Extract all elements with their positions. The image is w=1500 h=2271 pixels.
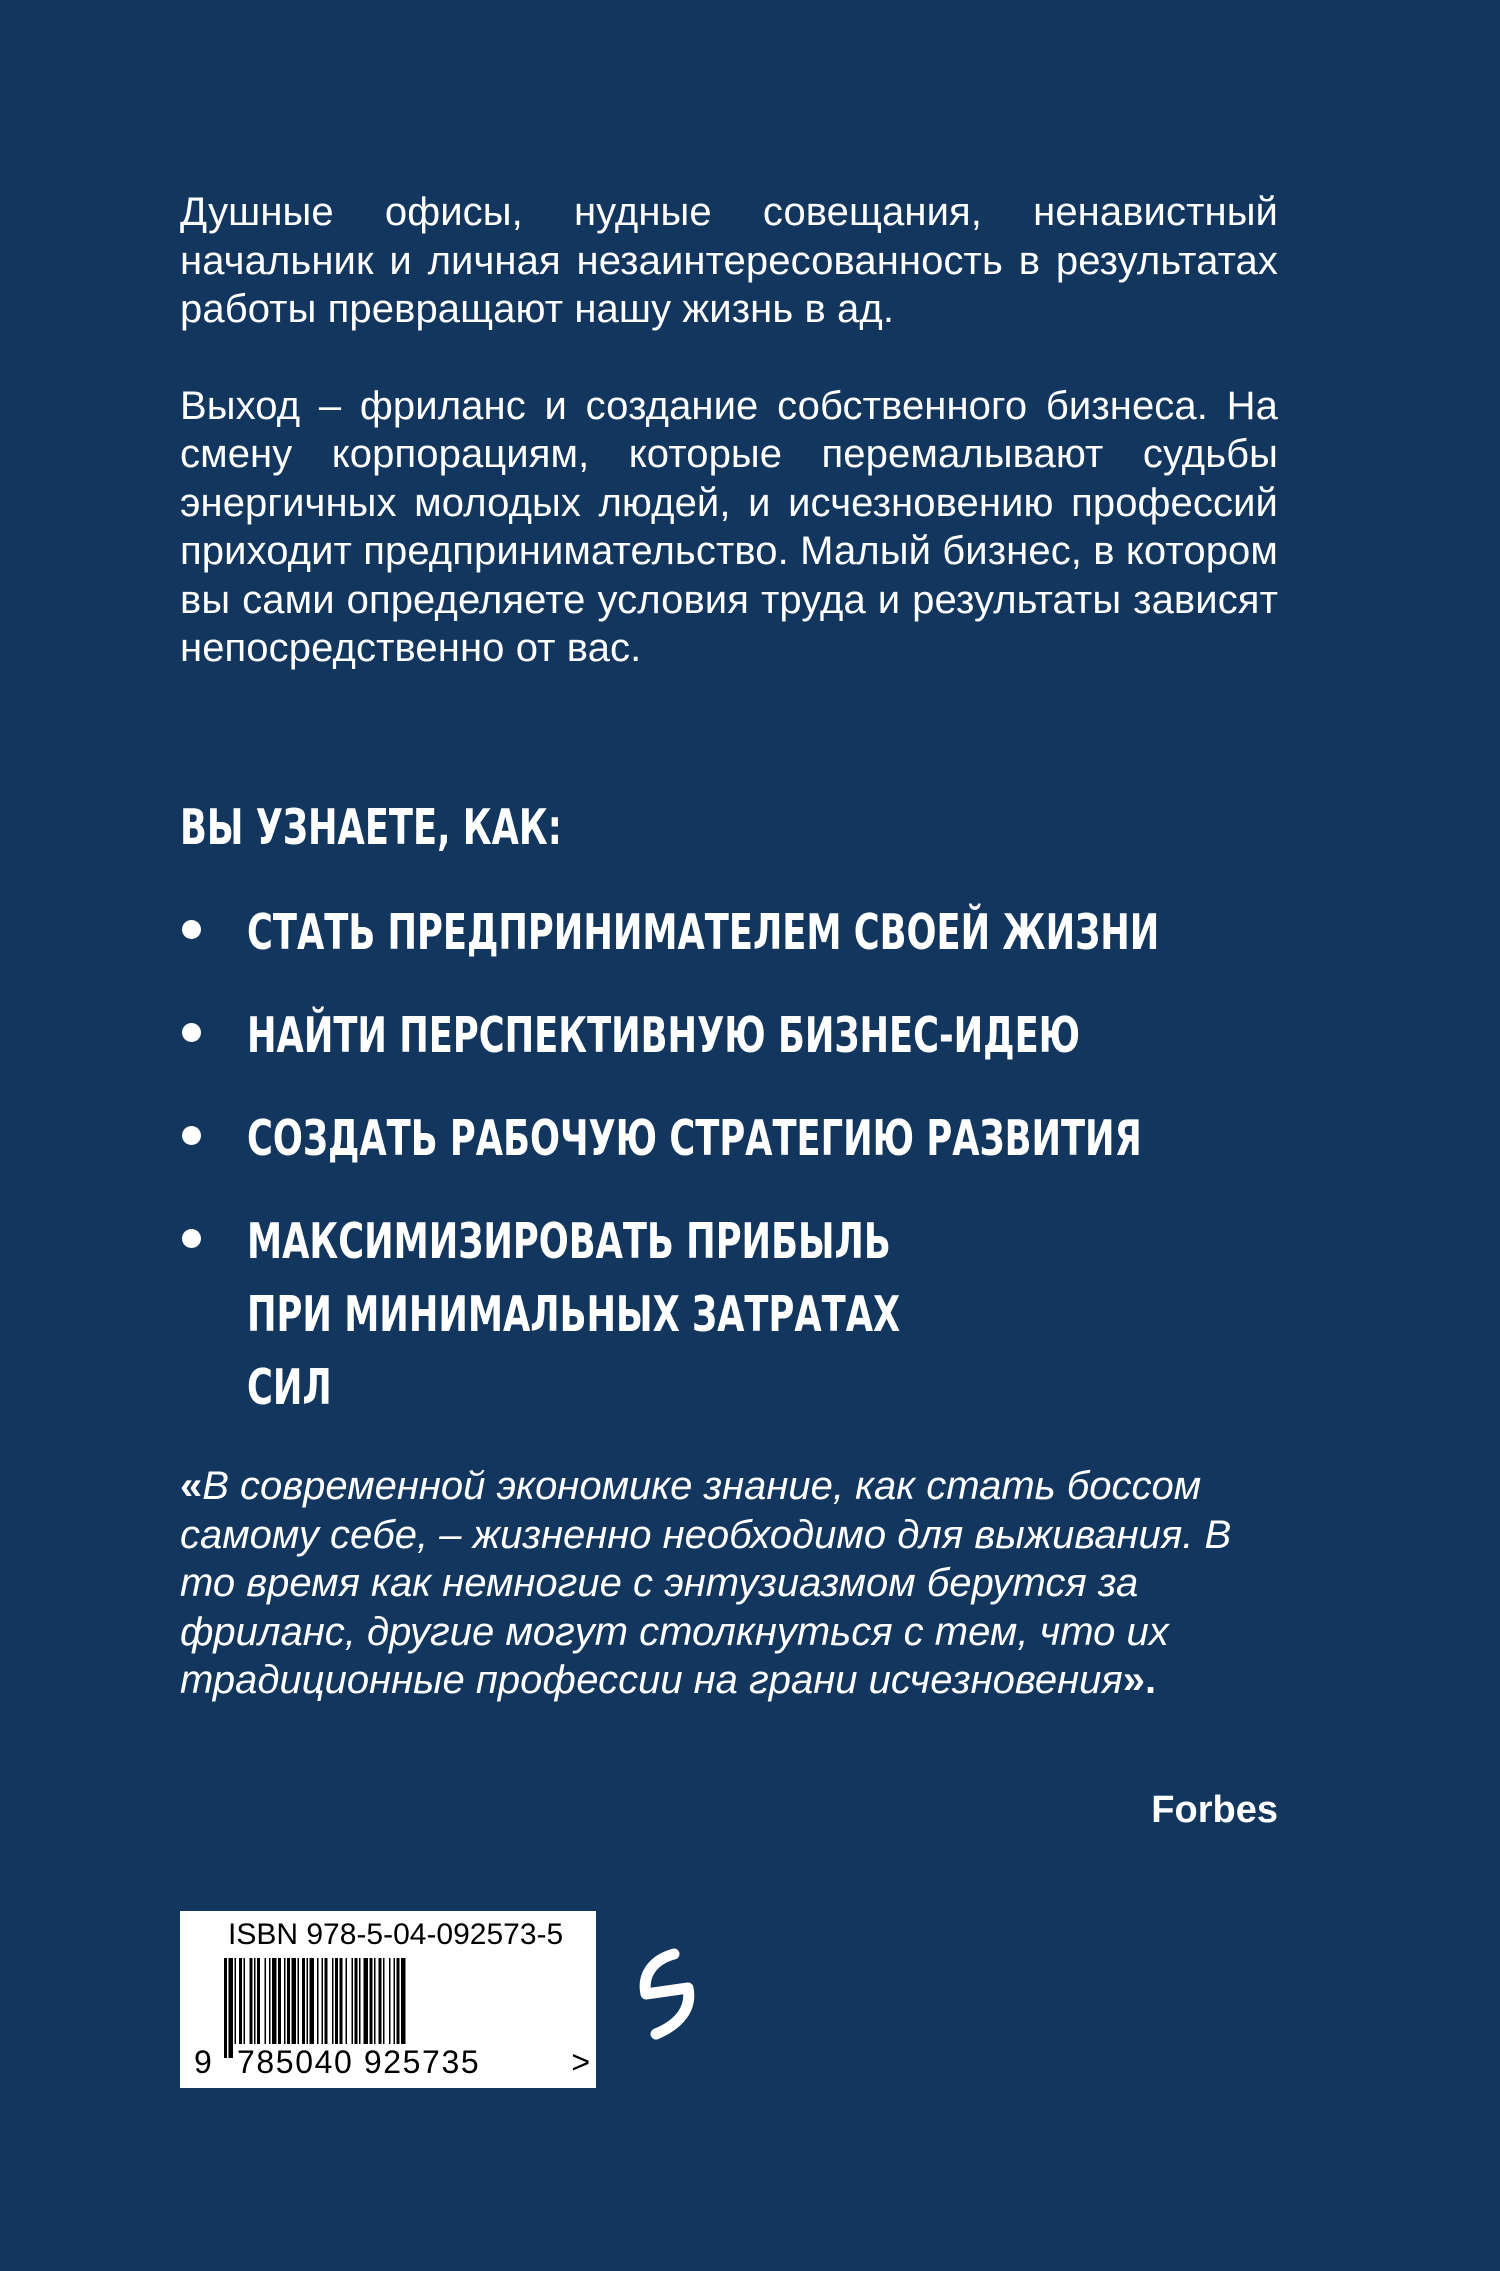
list-item — [180, 1205, 1330, 1424]
quote — [180, 1462, 1278, 1705]
barcode-bar — [235, 1958, 237, 2044]
barcode-bar — [239, 1958, 242, 2044]
barcode-bar — [394, 1958, 396, 2044]
barcode-bar — [310, 1958, 315, 2044]
barcode — [180, 1911, 596, 2088]
barcode-bar — [298, 1958, 300, 2044]
list-item — [180, 896, 1330, 969]
bullet-icon — [182, 1229, 201, 1248]
barcode-bar — [364, 1958, 369, 2044]
barcode-bar — [332, 1958, 334, 2044]
list-item-text: НАЙТИ ПЕРСПЕКТИВНУЮ БИЗНЕС-ИДЕЮ — [247, 1007, 1081, 1064]
bullet-icon — [182, 1023, 201, 1042]
benefits-list — [180, 896, 1330, 1454]
barcode-bar — [355, 1958, 358, 2044]
barcode-bar — [370, 1958, 373, 2044]
barcode-bar — [335, 1958, 338, 2044]
quote-close-mark: ». — [1122, 1658, 1157, 1702]
barcode-bar — [397, 1958, 400, 2044]
quote-open-mark: « — [180, 1464, 203, 1508]
barcode-bar — [224, 1958, 227, 2058]
barcode-bar — [250, 1958, 253, 2044]
list-item-text: МАКСИМИЗИРОВАТЬ ПРИБЫЛЬ ПРИ МИНИМАЛЬНЫХ ЗАТРАТАХ СИЛ — [247, 1213, 901, 1416]
list-item — [180, 999, 1330, 1072]
quote-text: В современной экономике знание, как стать боссом самому себе, – жизненно необходимо для выживания. В то время как немногие с энтузиазмом берутся за фриланс, другие могут столкнуться с тем, что их традиционные профессии на грани исчезновения — [180, 1464, 1232, 1702]
barcode-bar — [269, 1958, 271, 2044]
intro-paragraph-2: Выход – фриланс и создание собственного бизнеса. На смену корпорациям, которые перемалывают судьбы энергичных молодых людей, и исчезновению профессий приходит предпринимательство. Малый бизнес, в котором вы сами определяете условия труда и результаты зависят непосредственно от вас. — [180, 383, 1278, 670]
barcode-bar — [302, 1958, 305, 2044]
quote-attribution: Forbes — [1151, 1789, 1278, 1831]
barcode-bar — [401, 1958, 406, 2058]
barcode-bar — [229, 1958, 234, 2058]
isbn-label: ISBN 978-5-04-092573-5 — [228, 1918, 564, 1951]
list-item-text: СОЗДАТЬ РАБОЧУЮ СТРАТЕГИЮ РАЗВИТИЯ — [247, 1110, 1142, 1167]
barcode-bar — [322, 1958, 324, 2044]
barcode-bar — [244, 1958, 246, 2044]
barcode-digits: 785040 925735 — [237, 2044, 481, 2080]
barcode-bars — [224, 1958, 564, 2058]
barcode-bar — [346, 1958, 348, 2044]
intro-text — [180, 188, 1278, 673]
barcode-bar — [352, 1958, 354, 2044]
barcode-bar — [359, 1958, 361, 2044]
barcode-bar — [265, 1958, 267, 2044]
barcode-bar — [379, 1958, 382, 2044]
barcode-bar — [292, 1958, 297, 2044]
eksmo-logo-icon — [634, 1946, 700, 2046]
barcode-bar — [307, 1958, 309, 2044]
barcode-bar — [340, 1958, 343, 2044]
barcode-bar — [254, 1958, 256, 2044]
section-heading: ВЫ УЗНАЕТЕ, КАК: — [180, 799, 562, 856]
bullet-icon — [182, 1126, 201, 1145]
barcode-bar — [287, 1958, 290, 2044]
barcode-bar — [374, 1958, 376, 2044]
barcode-bar — [284, 1958, 286, 2044]
barcode-bar — [317, 1958, 319, 2058]
barcode-arrow: > — [571, 2044, 590, 2080]
list-item — [180, 1102, 1330, 1175]
barcode-bar — [257, 1958, 260, 2044]
barcode-bar — [278, 1958, 281, 2044]
bullet-icon — [182, 920, 201, 939]
barcode-bar — [272, 1958, 277, 2044]
barcode-first-digit: 9 — [194, 2044, 212, 2080]
list-item-text: СТАТЬ ПРЕДПРИНИМАТЕЛЕМ СВОЕЙ ЖИЗНИ — [247, 904, 1160, 961]
barcode-bar — [383, 1958, 385, 2044]
barcode-bar — [389, 1958, 391, 2044]
barcode-bar — [325, 1958, 328, 2044]
intro-paragraph-1: Душные офисы, нудные совещания, ненавистный начальник и личная незаинтересованность в результатах работы превращают нашу жизнь в ад. — [180, 190, 1278, 331]
